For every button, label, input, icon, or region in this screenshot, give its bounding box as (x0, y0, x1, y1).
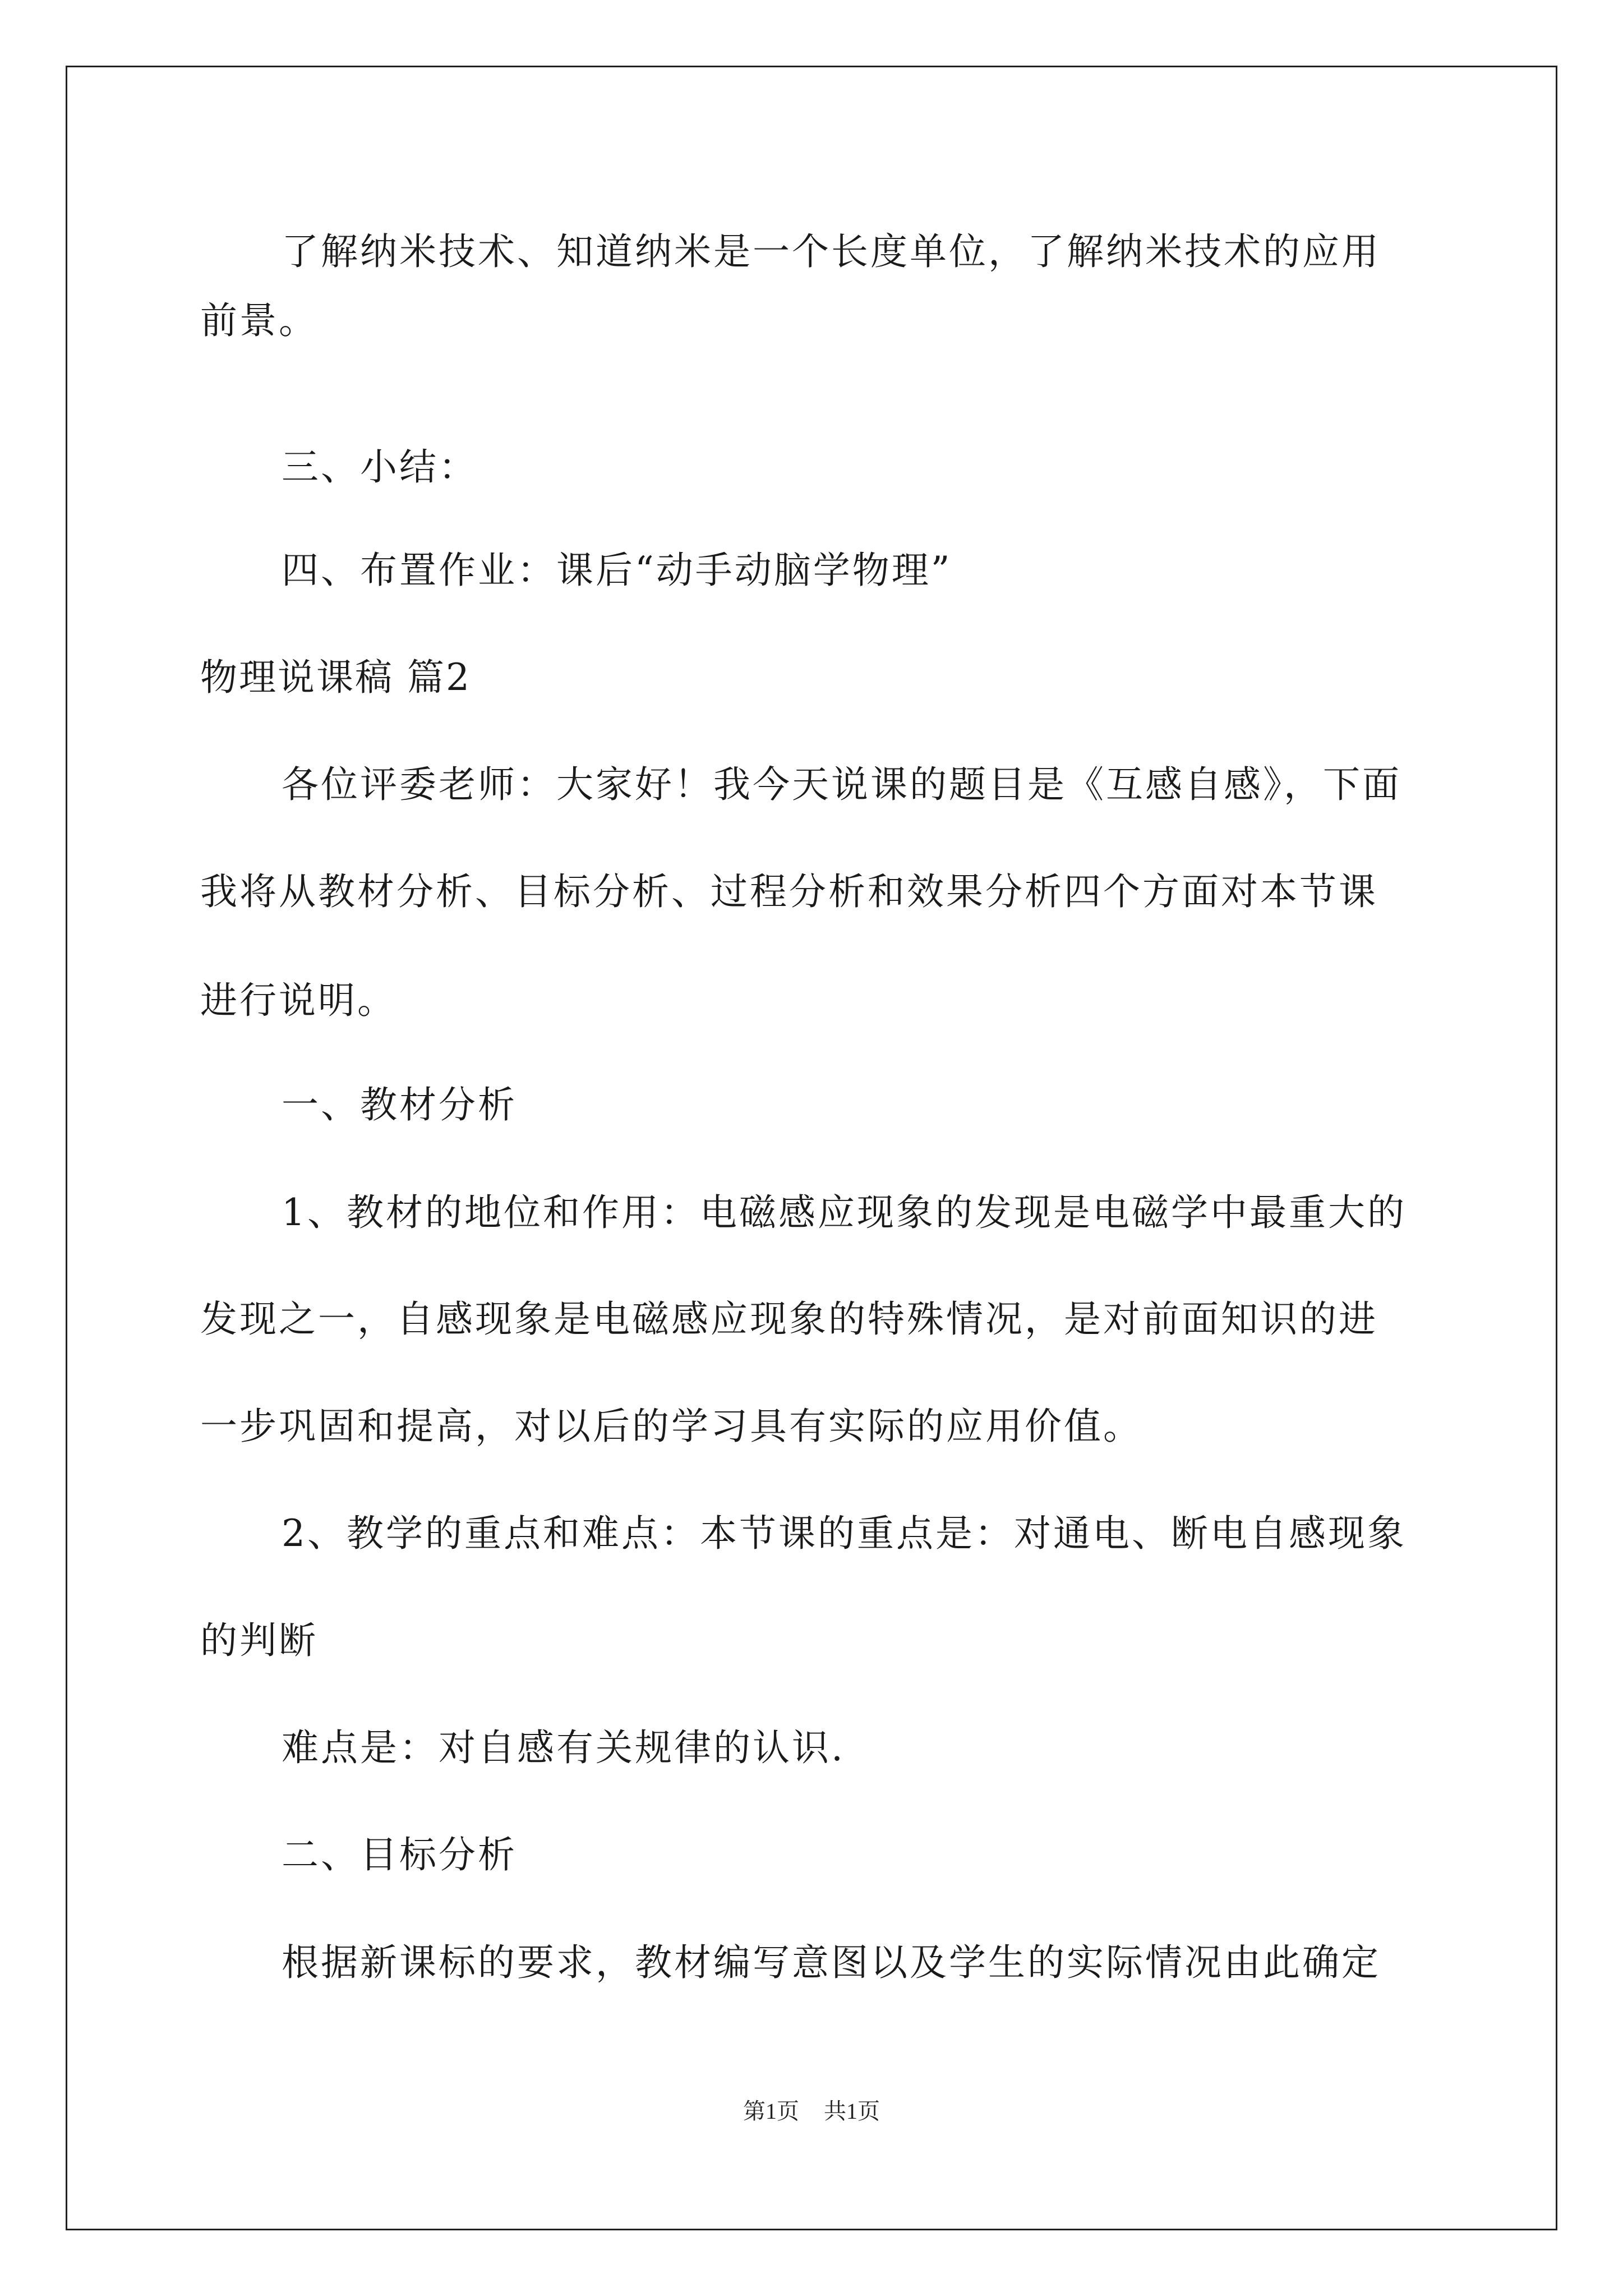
paragraph-line: 一、教材分析 (282, 1083, 517, 1126)
paragraph-line: 的判断 (200, 1619, 318, 1662)
paragraph-line: 1、教材的地位和作用：电磁感应现象的发现是电磁学中最重大的 (282, 1191, 1407, 1234)
paragraph-line: 前景。 (200, 299, 318, 342)
page-footer (0, 2097, 1623, 2125)
paragraph-line: 难点是：对自感有关规律的认识. (282, 1726, 845, 1769)
paragraph-line: 进行说明。 (200, 979, 396, 1022)
paragraph-line: 四、布置作业：课后“动手动脑学物理” (282, 549, 952, 592)
page-border (66, 66, 1557, 2230)
page-number: 第1页 (743, 2099, 799, 2124)
section-title: 物理说课稿 篇2 (200, 656, 471, 699)
paragraph-line: 一步巩固和提高，对以后的学习具有实际的应用价值。 (200, 1405, 1142, 1448)
paragraph-line: 三、小结： (282, 445, 478, 489)
paragraph-line: 2、教学的重点和难点：本节课的重点是：对通电、断电自感现象 (282, 1512, 1407, 1555)
paragraph-line: 根据新课标的要求，教材编写意图以及学生的实际情况由此确定 (282, 1941, 1381, 1984)
page-total: 共1页 (824, 2099, 880, 2124)
paragraph-line: 各位评委老师：大家好！我今天说课的题目是《互感自感》，下面 (282, 763, 1401, 806)
paragraph-line: 二、目标分析 (282, 1833, 517, 1876)
paragraph-line: 了解纳米技术、知道纳米是一个长度单位，了解纳米技术的应用 (282, 230, 1381, 273)
paragraph-line: 我将从教材分析、目标分析、过程分析和效果分析四个方面对本节课 (200, 870, 1378, 913)
paragraph-line: 发现之一，自感现象是电磁感应现象的特殊情况，是对前面知识的进 (200, 1297, 1378, 1341)
